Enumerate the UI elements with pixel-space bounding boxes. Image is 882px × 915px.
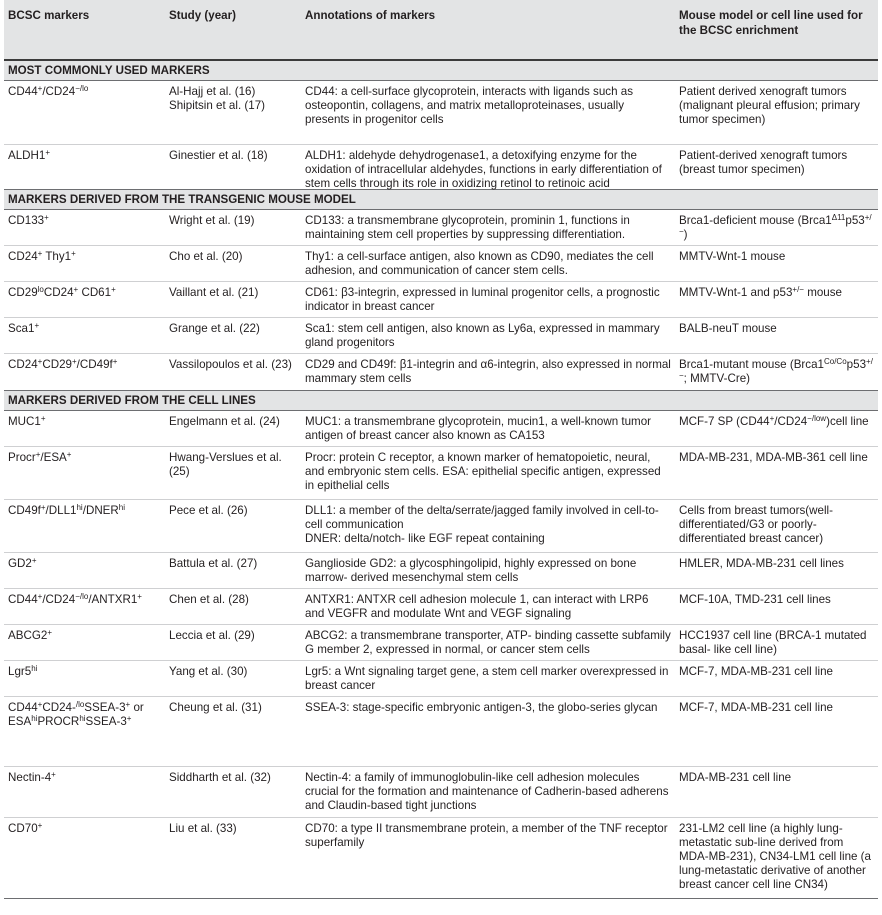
table-row [4,282,878,318]
study-cell: Vaillant et al. (21) [169,286,259,299]
study-cell: Hwang-Verslues et al. (25) [169,451,282,478]
marker-cell: Sca1+ [8,321,40,335]
marker-cell: Procr+/ESA+ [8,450,72,464]
marker-cell: $CD29^{lo}CD24^+$ CD61+ [8,285,116,299]
section-heading: MARKERS DERIVED FROM THE TRANSGENIC MOUSE MODEL [4,189,878,210]
annotation-cell: CD133: a transmembrane glycoprotein, prominin 1, functions in maintaining stem cell properties by suppressing differentiation. [305,214,630,241]
annotation-cell: CD29 and CD49f: β1-integrin and α6-integrin, also expressed in normal mammary stem cells [305,358,671,385]
annotation-cell: DLL1: a member of the delta/serrate/jagged family involved in cell-to-cell communication DNER: delta/notch- like EGF repeat containing [305,504,659,545]
model-cell: MCF-10A, TMD-231 cell lines [679,593,831,606]
model-cell: MCF-7, MDA-MB-231 cell line [679,701,833,714]
table-row [4,145,878,189]
model-cell: Brca1-deficient mouse $(Brca1^{\Delta 11}p53^{+/-})$ [679,213,872,241]
annotation-cell: Lgr5: a Wnt signaling target gene, a stem cell marker overexpressed in breast cancer [305,665,669,692]
model-cell: MMTV-Wnt-1 mouse [679,250,786,263]
model-cell: MCF-7 SP $(CD44^+/CD24^{-/low})cell$ line [679,414,869,428]
model-cell: MMTV-Wnt-1 and p53+/− mouse [679,285,843,299]
annotation-cell: ABCG2: a transmembrane transporter, ATP- binding cassette subfamily G member 2, expressed in normal, or cancer stem cells [305,629,671,656]
header-markers: BCSC markers [8,9,90,22]
table-row [4,625,878,661]
table-row [4,661,878,697]
marker-cell: Nectin-4+ [8,770,56,784]
marker-cell: ABCG2+ [8,628,52,642]
annotation-cell: Thy1: a cell-surface antigen, also known as CD90, mediates the cell adhesion, and communication of cancer stem cells. [305,250,654,277]
marker-cell: $CD44^+/CD24^{-/lo}$ [8,84,89,98]
study-cell: Vassilopoulos et al. (23) [169,358,292,371]
marker-cell: $CD49f^+/DLL1^{hi}/DNER^{hi}$ [8,503,126,517]
marker-cell: CD24+CD29+/CD49f+ [8,357,118,371]
table-row [4,767,878,818]
annotation-cell: Ganglioside GD2: a glycosphingolipid, highly expressed on bone marrow- derived mesenchymal stem cells [305,557,637,584]
model-cell: 231-LM2 cell line (a highly lung-metastatic sub-line derived from MDA-MB-231), CN34-LM1 cell line (a lung-metastatic derivative of another breast cancer cell line CN34) [679,822,871,891]
annotation-cell: Sca1: stem cell antigen, also known as Ly6a, expressed in mammary gland progenitors [305,322,660,349]
marker-cell: CD24+ Thy1+ [8,249,76,263]
table-body [4,59,878,898]
annotation-cell: Nectin-4: a family of immunoglobulin-like cell adhesion molecules crucial for the formation and maintenance of Cadherin-based adherens and Claudin-based tight junctions [305,771,669,812]
marker-cell: GD2+ [8,556,37,570]
table-row [4,818,878,898]
model-cell: BALB-neuT mouse [679,322,777,335]
table-row [4,210,878,246]
marker-cell: MUC1+ [8,414,46,428]
table-row [4,553,878,589]
section-heading: MOST COMMONLY USED MARKERS [4,59,878,81]
annotation-cell: MUC1: a transmembrane glycoprotein, mucin1, a well-known tumor antigen of breast cancer also known as CA153 [305,415,652,442]
table-row [4,447,878,500]
model-cell: Patient derived xenograft tumors (malignant pleural effusion; primary tumor specimen) [679,85,860,126]
annotation-cell: CD44: a cell-surface glycoprotein, interacts with ligands such as osteopontin, collagens, and matrix metalloproteinases, usually presents in progenitor cells [305,85,633,126]
annotation-cell: SSEA-3: stage-specific embryonic antigen-3, the globo-series glycan [305,701,658,714]
annotation-cell: CD61: β3-integrin, expressed in luminal progenitor cells, a prognostic indicator in breast cancer [305,286,660,313]
section-heading: MARKERS DERIVED FROM THE CELL LINES [4,390,878,411]
bcsc-markers-table [4,0,878,899]
study-cell: Siddharth et al. (32) [169,771,271,784]
annotation-cell: ANTXR1: ANTXR cell adhesion molecule 1, can interact with LRP6 and VEGFR and modulate Wnt and VEGF signaling [305,593,649,620]
study-cell: Wright et al. (19) [169,214,255,227]
table-row [4,411,878,447]
header-annotations: Annotations of markers [305,9,436,22]
table-row [4,81,878,145]
table-row [4,354,878,390]
study-cell: Ginestier et al. (18) [169,149,268,162]
annotation-cell: Procr: protein C receptor, a known marker of hematopoietic, neural, and embryonic stem cells. ESA: epithelial specific antigen, expressed in epithelial cells [305,451,661,492]
study-cell: Al-Hajj et al. (16) Shipitsin et al. (17) [169,85,266,112]
marker-cell: ALDH1+ [8,148,51,162]
study-cell: Engelmann et al. (24) [169,415,280,428]
model-cell: Patient-derived xenograft tumors (breast tumor specimen) [679,149,848,176]
table-bottom-rule [4,898,878,899]
table-row [4,318,878,354]
table-row [4,500,878,553]
marker-cell: $CD44^+/CD24^{-/lo}/ANTXR1^+$ [8,592,142,606]
model-cell: HCC1937 cell line (BRCA-1 mutated basal- like cell line) [679,629,867,656]
study-cell: Cho et al. (20) [169,250,243,263]
study-cell: Pece et al. (26) [169,504,248,517]
marker-cell: CD70+ [8,821,43,835]
model-cell: MCF-7, MDA-MB-231 cell line [679,665,833,678]
annotation-cell: ALDH1: aldehyde dehydrogenase1, a detoxifying enzyme for the oxidation of intracellular aldehydes, functions in early differentiation of stem cells through its role in oxidizing retinol to retinoic acid [305,149,662,190]
model-cell: MDA-MB-231 cell line [679,771,792,784]
model-cell: MDA-MB-231, MDA-MB-361 cell line [679,451,868,464]
model-cell: HMLER, MDA-MB-231 cell lines [679,557,844,570]
table-row [4,697,878,767]
study-cell: Liu et al. (33) [169,822,237,835]
annotation-cell: CD70: a type II transmembrane protein, a member of the TNF receptor superfamily [305,822,668,849]
study-cell: Battula et al. (27) [169,557,258,570]
study-cell: Chen et al. (28) [169,593,249,606]
marker-cell: CD44+CD24-$^{/lo}$SSEA-3+ or $ESA^{hi}PROCR^{hi}SSEA-3^+$ [8,700,144,728]
header-model: Mouse model or cell line used for the BCSC enrichment [679,9,863,37]
marker-cell: $Lgr5^{hi}$ [8,664,38,678]
header-study: Study (year) [169,9,237,22]
study-cell: Yang et al. (30) [169,665,248,678]
study-cell: Grange et al. (22) [169,322,260,335]
model-cell: Cells from breast tumors(well-differentiated/G3 or poorly-differentiated breast cancer) [679,504,833,545]
table-row [4,589,878,625]
model-cell: Brca1-mutant mouse ($Brca1^{Co/Co}p53^{+/-}$; MMTV-Cre) [679,357,873,385]
study-cell: Leccia et al. (29) [169,629,255,642]
table-header-row [4,0,878,59]
marker-cell: CD133+ [8,213,49,227]
table-row [4,246,878,282]
study-cell: Cheung et al. (31) [169,701,262,714]
